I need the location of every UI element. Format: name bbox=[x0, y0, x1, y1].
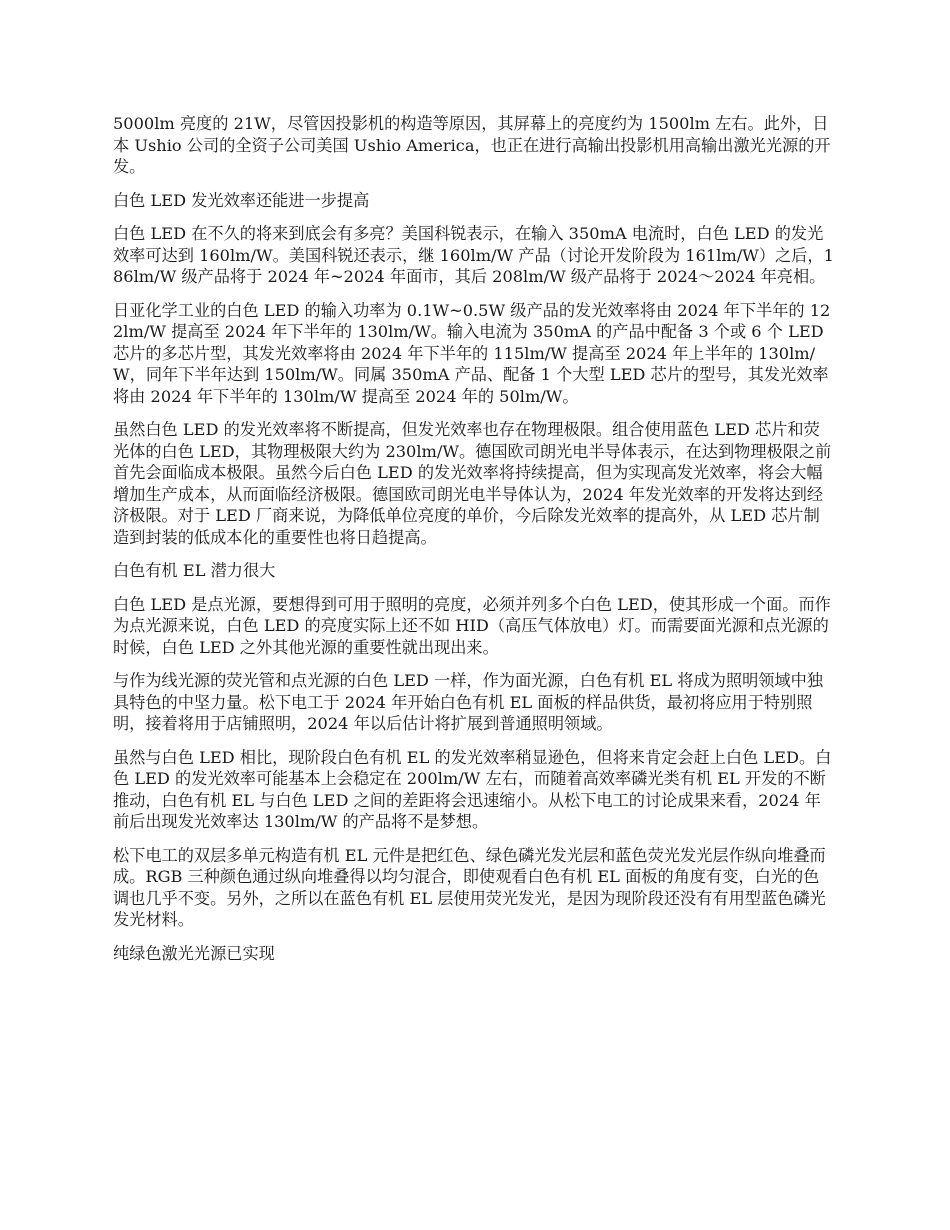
section-heading-green-laser: 纯绿色激光光源已实现 bbox=[113, 943, 275, 963]
paragraph-el-vs-led: 虽然与白色 LED 相比，现阶段白色有机 EL 的发光效率稍显逊色，但将来肯定会赶上白色 LED。白色 LED 的发光效率可能基本上会稳定在 200lm/W 左右，而随着高效率磷光类有机 EL 开发的不断推动，白色有机 EL 与白色 LED 之间的差距将会迅速缩小。从松下电工的讨论成果来看，2024 年前后出现发光效率达 130lm/W 的产品将不是梦想。 bbox=[113, 747, 832, 831]
paragraph-point-light-source: 白色 LED 是点光源，要想得到可用于照明的亮度，必须并列多个白色 LED，使其形成一个面。而作为点光源来说，白色 LED 的亮度实际上还不如 HID（高压气体放电）灯。而需要面光源和点光源的时候，白色 LED 之外其他光源的重要性就出现出来。 bbox=[113, 594, 831, 657]
paragraph-projector-brightness: 5000lm 亮度的 21W，尽管因投影机的构造等原因，其屏幕上的亮度约为 1500lm 左右。此外，日本 Ushio 公司的全资子公司美国 Ushio America，也正在进行高输出投影机用高输出激光光源的开发。 bbox=[113, 114, 831, 176]
paragraph-physical-limit: 虽然白色 LED 的发光效率将不断提高，但发光效率也存在物理极限。组合使用蓝色 LED 芯片和荧光体的白色 LED，其物理极限大约为 230lm/W。德国欧司朗光电半导体表示，在达到物理极限之前首先会面临成本极限。虽然今后白色 LED 的发光效率将持续提高，但为实现高发光效率，将会大幅增加生产成本，从而面临经济极限。德国欧司朗光电半导体认为，2024 年发光效率的开发将达到经济极限。对于 LED 厂商来说，为降低单位亮度的单价，今后除发光效率的提高外，从 LED 芯片制造到封装的低成本化的重要性也将日趋提高。 bbox=[113, 420, 832, 547]
paragraph-el-structure: 松下电工的双层多单元构造有机 EL 元件是把红色、绿色磷光发光层和蓝色荧光发光层作纵向堆叠而成。RGB 三种颜色通过纵向堆叠得以均匀混合，即使观看白色有机 EL 面板的角度有变，白光的色调也几乎不变。另外，之所以在蓝色有机 EL 层使用荧光发光，是因为现阶段还没有有用型蓝色磷光发光材料。 bbox=[113, 845, 826, 929]
paragraph-cree-forecast: 白色 LED 在不久的将来到底会有多亮？美国科锐表示，在输入 350mA 电流时，白色 LED 的发光效率可达到 160lm/W。美国科锐还表示，继 160lm/W 产品（讨论开发阶段为 161lm/W）之后，186lm/W 级产品将于 2024 年~2024 年面市，其后 208lm/W 级产品将于 2024～2024 年亮相。 bbox=[113, 224, 834, 286]
paragraph-surface-light-source: 与作为线光源的荧光管和点光源的白色 LED 一样，作为面光源，白色有机 EL 将成为照明领域中独具特色的中坚力量。松下电工于 2024 年开始白色有机 EL 面板的样品供货，最初将应用于特别照明，接着将用于店铺照明，2024 年以后估计将扩展到普通照明领域。 bbox=[113, 671, 824, 733]
document-page bbox=[113, 113, 835, 976]
section-heading-organic-el: 白色有机 EL 潜力很大 bbox=[113, 561, 276, 580]
paragraph-nichia-forecast: 日亚化学工业的白色 LED 的输入功率为 0.1W~0.5W 级产品的发光效率将由 2024 年下半年的 122lm/W 提高至 2024 年下半年的 130lm/W。输入电流为 350mA 的产品中配备 3 个或 6 个 LED 芯片的多芯片型，其发光效率将由 2024 年下半年的 115lm/W 提高至 2024 年上半年的 130lm/W，同年下半年达到 150lm/W。同属 350mA 产品、配备 1 个大型 LED 芯片的型号，其发光效率将由 2024 年下半年的 130lm/W 提高至 2024 年的 50lm/W。 bbox=[113, 300, 831, 406]
section-heading-led-efficiency: 白色 LED 发光效率还能进一步提高 bbox=[113, 190, 370, 210]
